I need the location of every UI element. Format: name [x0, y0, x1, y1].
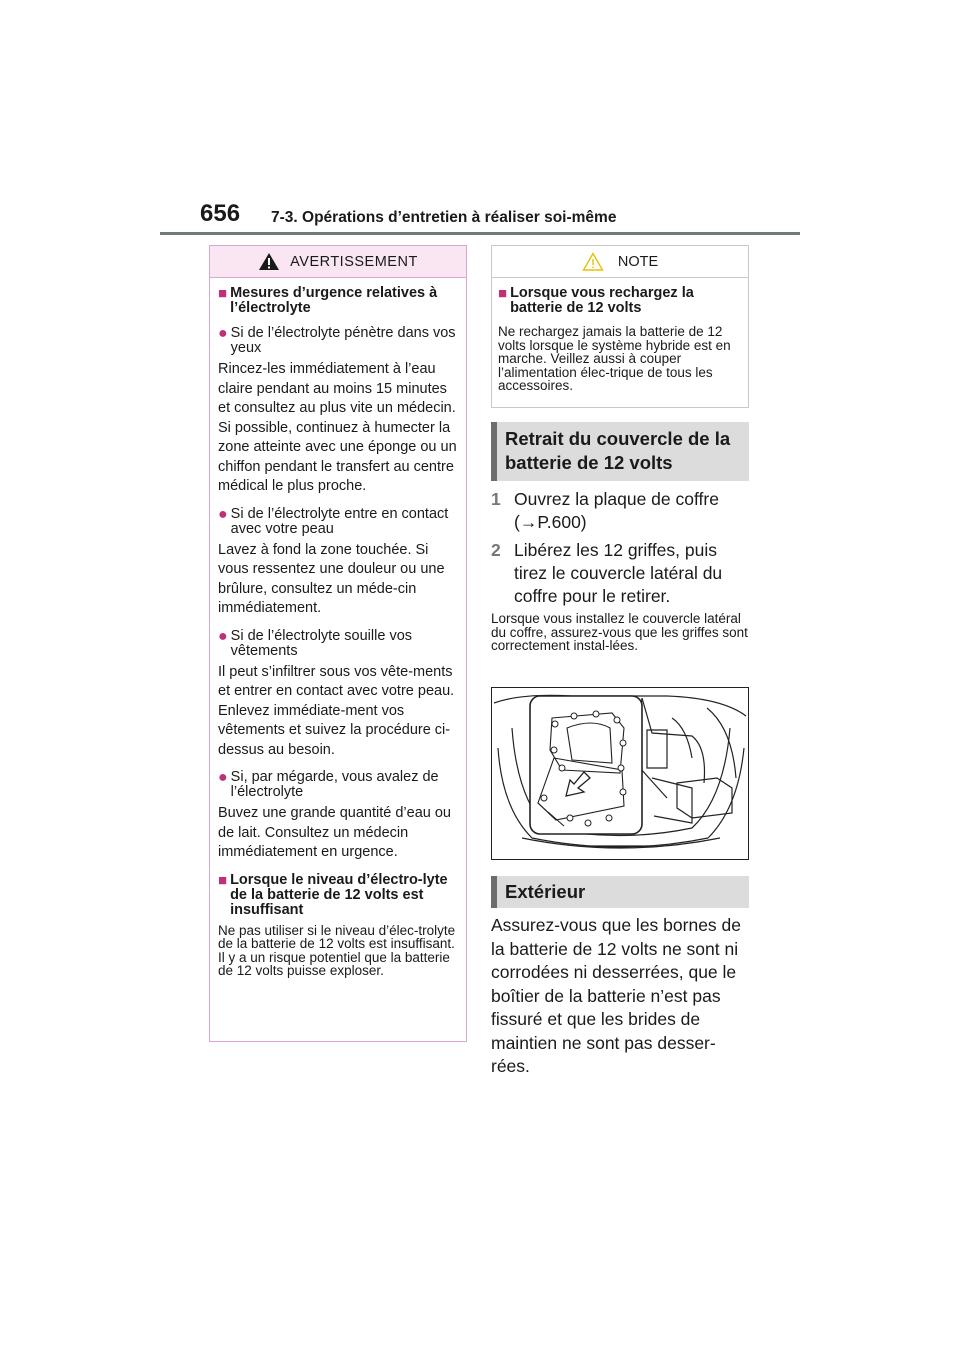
warning-paragraph: Lavez à fond la zone touchée. Si vous ressentez une douleur ou une brûlure, consultez un méde-cin immédiatement.: [218, 541, 445, 616]
steps-list: [491, 488, 753, 608]
warning-paragraph: Rincez-les immédiatement à l’eau claire pendant au moins 15 minutes et consultez au plus vite un médecin. Si possible, continuez à humecter la zone atteinte avec une éponge ou un chiffon pendant le transfert au centre médical le plus proche.: [218, 361, 457, 494]
warning-heading-level: [218, 873, 458, 918]
warning-title: AVERTISSEMENT: [290, 253, 418, 270]
note-heading: [498, 286, 742, 316]
section-heading-exterieur: Extérieur: [491, 876, 749, 908]
square-bullet-icon: ■: [218, 285, 228, 302]
square-bullet-icon: ■: [218, 871, 228, 889]
section-heading-retrait: Retrait du couvercle de la batterie de 12 volts: [491, 422, 749, 481]
warning-heading-text: Lorsque le niveau d’électro-lyte de la batterie de 12 volts est insuffisant: [230, 871, 448, 918]
note-box: [491, 245, 749, 408]
note-body: [492, 278, 748, 393]
round-bullet-icon: ●: [218, 769, 228, 786]
trunk-cover-illustration-image: [492, 688, 748, 859]
warning-bullet-text: Si de l’électrolyte souille vos vêtements: [230, 627, 413, 659]
warning-bullet-clothes: [218, 629, 458, 659]
install-note: Lorsque vous installez le couvercle latéral du coffre, assurez-vous que les griffes sont correctement instal-lées.: [491, 611, 748, 653]
warning-heading-emergency: [218, 286, 458, 316]
warning-header: [210, 246, 466, 278]
round-bullet-icon: ●: [218, 627, 228, 645]
step-text: Libérez les 12 griffes, puis tirez le couvercle latéral du coffre pour le retirer.: [514, 540, 723, 606]
square-bullet-icon: ■: [498, 285, 508, 302]
warning-paragraph: Il peut s’infiltrer sous vos vête-ments et entrer en contact avec votre peau. Enlevez immédiate-ment vos vêtements et suivez la procédure ci-dessus au besoin.: [218, 663, 455, 758]
warning-bullet-eyes: [218, 326, 458, 356]
warning-triangle-icon: [258, 252, 280, 271]
warning-bullet-text: Si, par mégarde, vous avalez de l’électrolyte: [230, 769, 439, 800]
exterior-paragraph: Assurez-vous que les bornes de la batterie de 12 volts ne sont ni corrodées ni desserrées, que le boîtier de la batterie n’est pas fissuré et que les brides de maintien ne sont pas desser-rées.: [491, 915, 741, 1076]
warning-paragraph: Ne pas utiliser si le niveau d’élec-trolyte de la batterie de 12 volts est insuffisant. Il y a un risque potentiel que la batterie de 12 volts puisse exploser.: [218, 922, 456, 978]
warning-bullet-skin: [218, 507, 458, 537]
warning-heading-text: Mesures d’urgence relatives à l’électrolyte: [230, 285, 438, 316]
step-2: [491, 539, 753, 608]
page-number: 656: [200, 200, 241, 227]
note-title: NOTE: [617, 253, 659, 270]
trunk-illustration: [491, 687, 749, 860]
warning-box: [209, 245, 467, 1042]
round-bullet-icon: ●: [218, 325, 228, 342]
note-paragraph: Ne rechargez jamais la batterie de 12 volts lorsque le système hybride est en marche. Veillez aussi à couper l’alimentation élec-trique de tous les accessoires.: [498, 324, 731, 393]
caution-triangle-icon: [582, 252, 604, 271]
section-title: 7-3. Opérations d’entretien à réaliser soi-même: [271, 209, 617, 226]
note-heading-text: Lorsque vous rechargez la batterie de 12 volts: [510, 285, 694, 316]
step-number: 1: [491, 489, 501, 509]
step-text: Ouvrez la plaque de coffre (→P.600): [514, 489, 719, 532]
warning-paragraph: Buvez une grande quantité d’eau ou de lait. Consultez un médecin immédiatement en urgence.: [218, 805, 451, 860]
warning-bullet-text: Si de l’électrolyte pénètre dans vos yeux: [230, 325, 456, 356]
warning-bullet-swallow: [218, 770, 458, 800]
header-divider: [160, 232, 800, 235]
note-header: [492, 246, 748, 278]
warning-bullet-text: Si de l’électrolyte entre en contact avec votre peau: [230, 505, 449, 537]
step-number: 2: [491, 540, 501, 560]
round-bullet-icon: ●: [218, 505, 228, 523]
warning-body: [210, 278, 466, 978]
step-1: [491, 488, 753, 534]
